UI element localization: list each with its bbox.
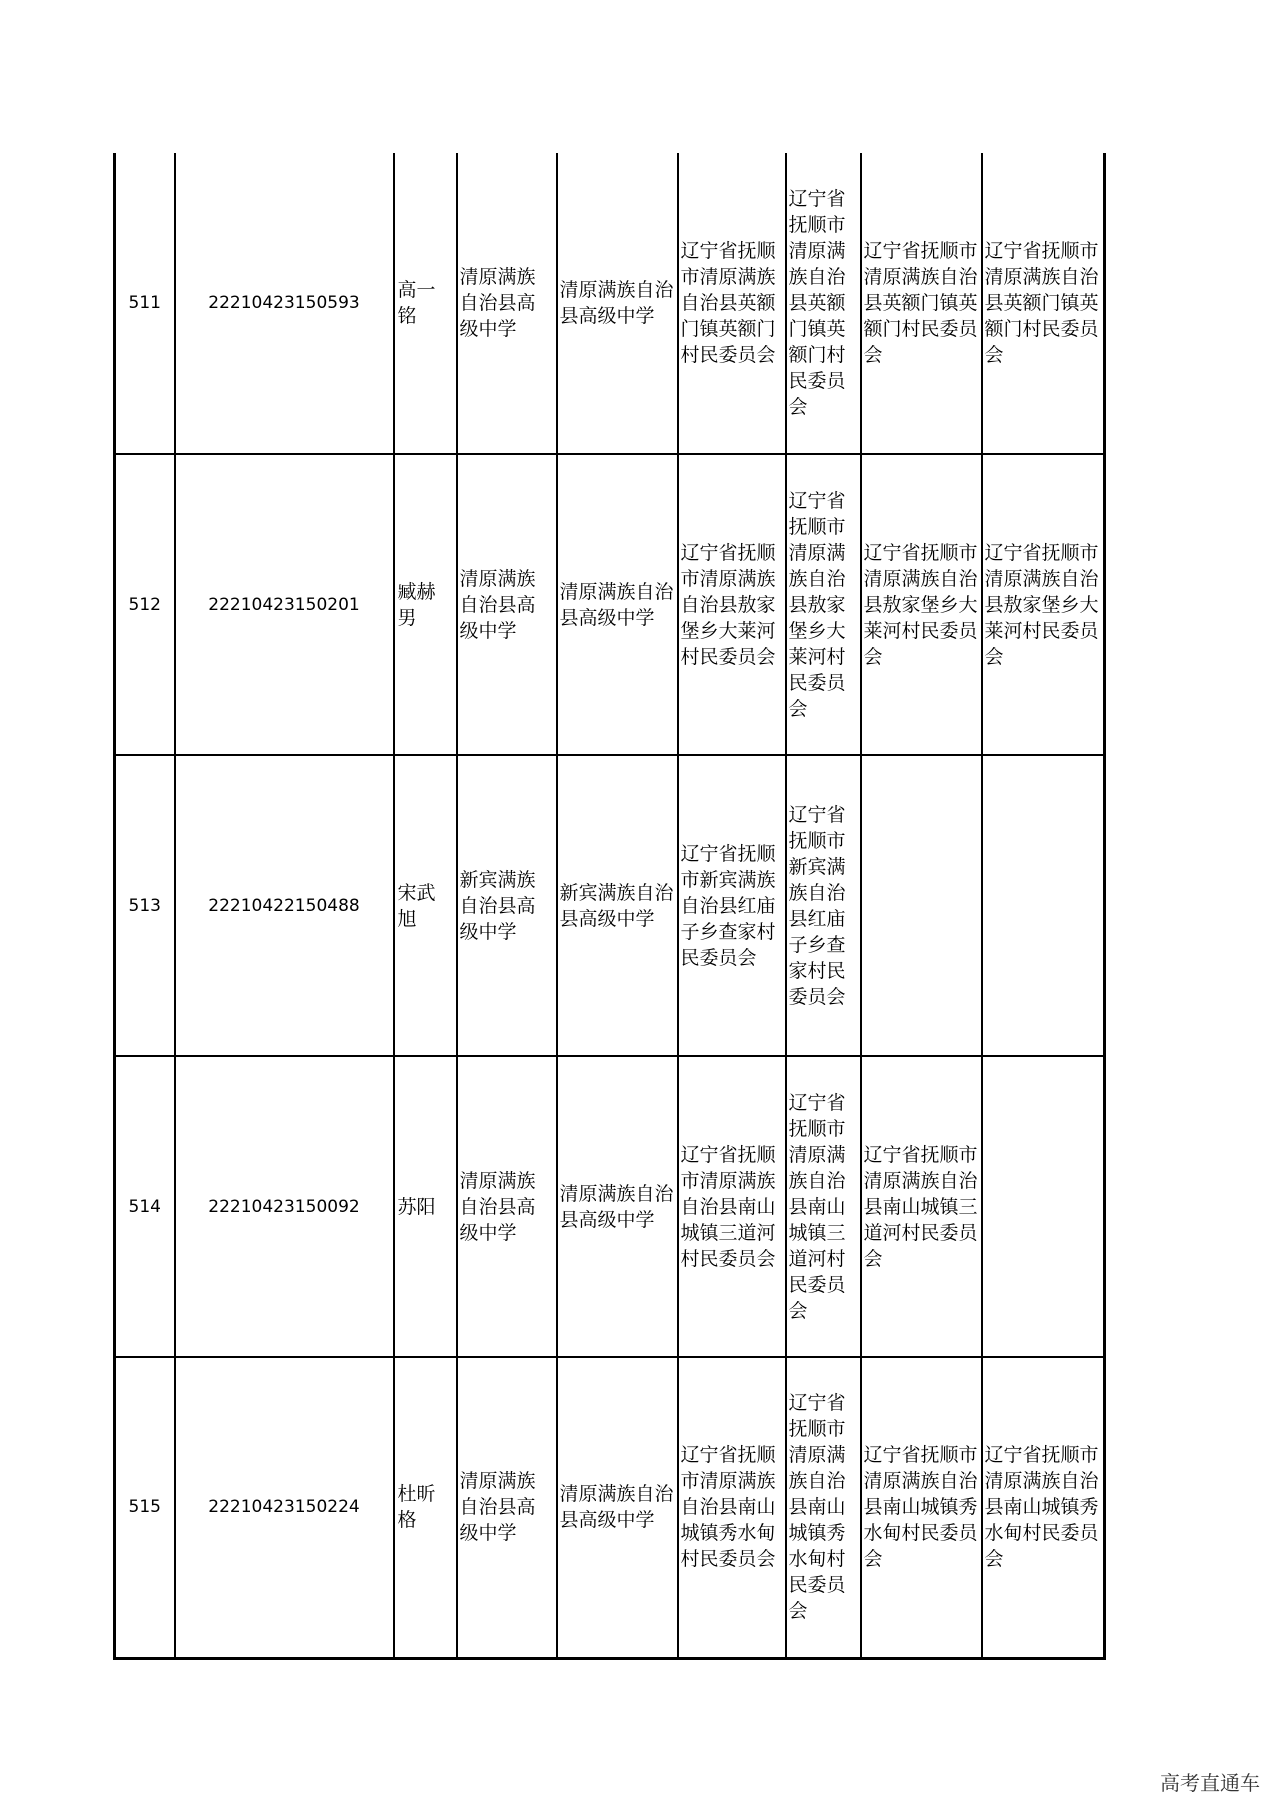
row-number: 511 xyxy=(115,153,175,454)
address-cell xyxy=(861,755,982,1056)
address-cell: 辽宁省抚顺市清原满族自治县敖家堡乡大莱河村民委员会 xyxy=(982,454,1105,755)
row-number: 514 xyxy=(115,1056,175,1357)
address-cell: 辽宁省抚顺市清原满族自治县南山城镇三道河村民委员会 xyxy=(861,1056,982,1357)
exam-id: 22210423150224 xyxy=(175,1357,394,1658)
address-cell: 辽宁省抚顺市清原满族自治县南山城镇秀水甸村民委员会 xyxy=(678,1357,786,1658)
row-number: 512 xyxy=(115,454,175,755)
address-cell: 辽宁省抚顺市清原满族自治县南山城镇秀水甸村民委员会 xyxy=(861,1357,982,1658)
school-cell: 清原满族自治县高级中学 xyxy=(457,1056,557,1357)
address-cell: 辽宁省抚顺市新宾满族自治县红庙子乡查家村民委员会 xyxy=(786,755,861,1056)
exam-id: 22210423150201 xyxy=(175,454,394,755)
address-cell: 辽宁省抚顺市清原满族自治县南山城镇三道河村民委员会 xyxy=(678,1056,786,1357)
address-cell: 辽宁省抚顺市清原满族自治县英额门镇英额门村民委员会 xyxy=(786,153,861,454)
student-name: 宋武旭 xyxy=(394,755,457,1056)
address-cell xyxy=(982,1056,1105,1357)
address-cell: 辽宁省抚顺市清原满族自治县南山城镇三道河村民委员会 xyxy=(786,1056,861,1357)
school-cell: 新宾满族自治县高级中学 xyxy=(457,755,557,1056)
table-row xyxy=(115,755,1105,1056)
address-cell: 辽宁省抚顺市清原满族自治县南山城镇秀水甸村民委员会 xyxy=(786,1357,861,1658)
applicant-table xyxy=(113,153,1106,1660)
address-cell: 辽宁省抚顺市清原满族自治县南山城镇秀水甸村民委员会 xyxy=(982,1357,1105,1658)
school-cell: 清原满族自治县高级中学 xyxy=(457,1357,557,1658)
school-cell: 清原满族自治县高级中学 xyxy=(557,1056,678,1357)
address-cell xyxy=(982,755,1105,1056)
address-cell: 辽宁省抚顺市清原满族自治县敖家堡乡大莱河村民委员会 xyxy=(786,454,861,755)
table-row xyxy=(115,1056,1105,1357)
row-number: 513 xyxy=(115,755,175,1056)
student-name: 高一铭 xyxy=(394,153,457,454)
address-cell: 辽宁省抚顺市新宾满族自治县红庙子乡查家村民委员会 xyxy=(678,755,786,1056)
exam-id: 22210423150593 xyxy=(175,153,394,454)
row-number: 515 xyxy=(115,1357,175,1658)
watermark-text: 高考直通车 xyxy=(1160,1771,1260,1795)
table-row xyxy=(115,1357,1105,1658)
table-row xyxy=(115,454,1105,755)
address-cell: 辽宁省抚顺市清原满族自治县英额门镇英额门村民委员会 xyxy=(861,153,982,454)
school-cell: 清原满族自治县高级中学 xyxy=(557,1357,678,1658)
student-name: 苏阳 xyxy=(394,1056,457,1357)
student-name: 杜昕格 xyxy=(394,1357,457,1658)
address-cell: 辽宁省抚顺市清原满族自治县敖家堡乡大莱河村民委员会 xyxy=(678,454,786,755)
school-cell: 清原满族自治县高级中学 xyxy=(557,153,678,454)
student-name: 臧赫男 xyxy=(394,454,457,755)
table-row xyxy=(115,153,1105,454)
address-cell: 辽宁省抚顺市清原满族自治县敖家堡乡大莱河村民委员会 xyxy=(861,454,982,755)
school-cell: 清原满族自治县高级中学 xyxy=(457,153,557,454)
school-cell: 清原满族自治县高级中学 xyxy=(557,454,678,755)
address-cell: 辽宁省抚顺市清原满族自治县英额门镇英额门村民委员会 xyxy=(678,153,786,454)
school-cell: 新宾满族自治县高级中学 xyxy=(557,755,678,1056)
address-cell: 辽宁省抚顺市清原满族自治县英额门镇英额门村民委员会 xyxy=(982,153,1105,454)
exam-id: 22210422150488 xyxy=(175,755,394,1056)
exam-id: 22210423150092 xyxy=(175,1056,394,1357)
school-cell: 清原满族自治县高级中学 xyxy=(457,454,557,755)
